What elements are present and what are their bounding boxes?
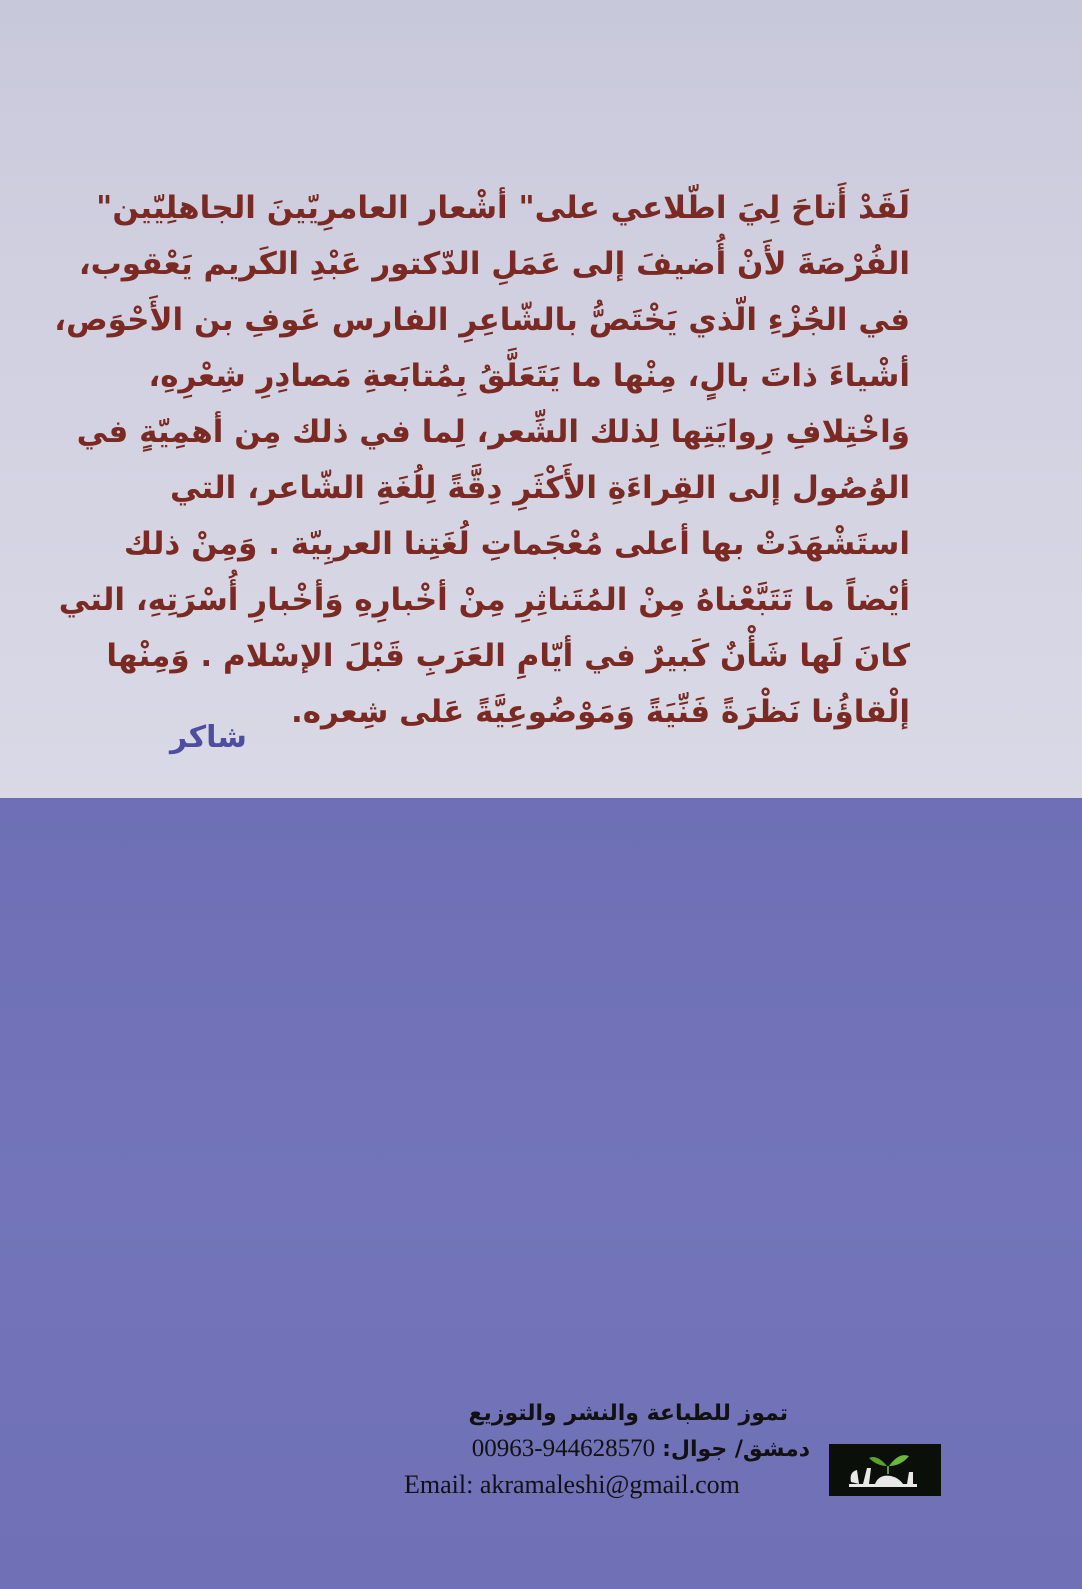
publisher-email: Email: akramaleshi@gmail.com	[404, 1470, 740, 1499]
author-signature: شاكر	[170, 720, 247, 755]
phone-label: دمشق/ جوال:	[662, 1437, 810, 1462]
blurb-line: استَشْهَدَتْ بها أعلى مُعْجَماتِ لُغَتِنا العربِيّة . وَمِنْ ذلك	[123, 526, 910, 562]
blurb-line: في الجُزْءِ الّذي يَخْتَصُّ بالشّاعِرِ الفارس عَوفِ بن الأَحْوَص،	[54, 302, 910, 338]
blurb-line: الفُرْصَةَ لأَنْ أُضيفَ إلى عَمَلِ الدّكتور عَبْدِ الكَريم يَعْقوب،	[78, 246, 910, 282]
blurb-line: كانَ لَها شَأْنٌ كَبيرٌ في أيّامِ العَرَبِ قَبْلَ الإسْلام . وَمِنْها	[106, 638, 910, 674]
blurb-line: إلْقاؤُنا نَظْرَةً فَنِّيَةً وَمَوْضُوعِيَّةً عَلى شِعره.	[290, 694, 910, 730]
publisher-phone-row	[400, 1432, 810, 1467]
publisher-info	[400, 1396, 810, 1503]
sprout-logo-icon	[829, 1444, 941, 1496]
blurb-line: أشْياءَ ذاتَ بالٍ، مِنْها ما يَتَعَلَّقُ بِمُتابَعةِ مَصادِرِ شِعْرِهِ،	[148, 358, 910, 394]
blurb-line: وَاخْتِلافِ رِوايَتِها لِذلك الشِّعر، لِما في ذلك مِن أهمِيّةٍ في	[76, 414, 910, 450]
blurb-line: أيْضاً ما تَتَبَّعْناهُ مِنْ المُتَناثِرِ مِنْ أخْبارِهِ وَأخْبارِ أُسْرَتِهِ، التي	[58, 582, 910, 618]
phone-number: 00963-944628570	[471, 1435, 656, 1462]
publisher-name: تموز للطباعة والنشر والتوزيع	[468, 1401, 788, 1426]
cover-blurb	[54, 180, 910, 740]
blurb-line: لَقَدْ أَتاحَ لِيَ اطّلاعي على" أشْعار العامرِيّينَ الجاهلِيّين"	[96, 190, 910, 226]
publisher-logo	[829, 1444, 941, 1496]
blurb-line: الوُصُول إلى القِراءَةِ الأَكْثَرِ دِقَّةً لِلُغَةِ الشّاعر، التي	[170, 470, 910, 506]
